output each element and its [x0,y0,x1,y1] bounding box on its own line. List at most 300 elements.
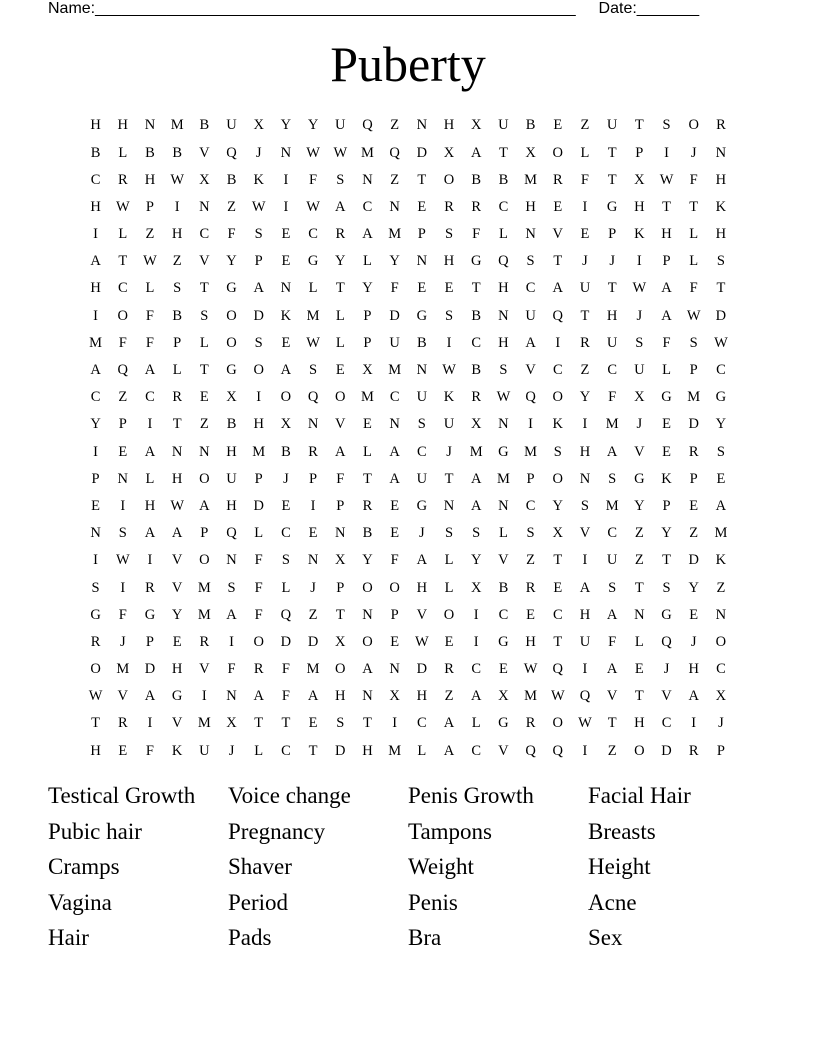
grid-letter[interactable]: K [171,742,183,759]
grid-letter[interactable]: M [197,715,211,732]
grid-letter[interactable]: V [525,362,536,379]
grid-letter[interactable]: H [90,742,101,759]
grid-letter[interactable]: N [362,688,373,705]
grid-letter[interactable]: E [498,661,508,678]
grid-letter[interactable]: F [145,334,154,351]
grid-letter[interactable]: M [89,334,103,351]
grid-letter[interactable]: D [335,742,346,759]
grid-letter[interactable]: R [308,443,318,460]
grid-letter[interactable]: O [688,117,699,134]
grid-letter[interactable]: I [392,715,398,732]
grid-letter[interactable]: E [553,198,563,215]
grid-letter[interactable]: A [307,688,319,705]
grid-letter[interactable]: Q [307,389,319,406]
grid-letter[interactable]: F [227,661,236,678]
grid-letter[interactable]: R [688,742,699,759]
grid-letter[interactable]: C [552,606,563,623]
grid-letter[interactable]: R [362,497,373,514]
grid-letter[interactable]: I [93,307,99,324]
grid-letter[interactable]: A [661,307,672,324]
grid-letter[interactable]: J [690,633,697,650]
grid-letter[interactable]: Y [389,253,400,270]
grid-letter[interactable]: T [363,715,372,732]
grid-letter[interactable]: T [281,715,291,732]
grid-letter[interactable]: C [281,742,291,759]
grid-letter[interactable]: M [687,389,701,406]
grid-letter[interactable]: N [199,443,210,460]
grid-letter[interactable]: Z [716,579,726,596]
grid-letter[interactable]: A [362,661,373,678]
grid-letter[interactable]: C [90,389,101,406]
grid-letter[interactable]: A [144,362,156,379]
grid-letter[interactable]: A [389,443,400,460]
grid-letter[interactable]: R [253,661,264,678]
grid-letter[interactable]: A [253,688,264,705]
grid-letter[interactable]: W [306,334,320,351]
grid-letter[interactable]: M [469,443,483,460]
grid-letter[interactable]: T [580,307,590,324]
grid-letter[interactable]: N [498,497,509,514]
grid-letter[interactable]: H [579,606,591,623]
grid-letter[interactable]: D [144,661,156,678]
grid-letter[interactable]: Q [117,362,129,379]
grid-letter[interactable]: N [280,280,292,297]
grid-letter[interactable]: X [634,389,645,406]
grid-letter[interactable]: O [199,552,210,569]
grid-letter[interactable]: R [580,334,590,351]
grid-letter[interactable]: U [634,362,645,379]
grid-letter[interactable]: R [145,579,155,596]
grid-letter[interactable]: G [498,633,509,650]
grid-letter[interactable]: B [471,171,482,188]
grid-letter[interactable]: X [253,117,264,134]
grid-letter[interactable]: I [120,579,126,596]
grid-letter[interactable]: A [470,144,482,161]
grid-letter[interactable]: E [281,253,291,270]
grid-letter[interactable]: T [553,633,563,650]
grid-letter[interactable]: N [498,307,509,324]
grid-letter[interactable]: M [306,307,320,324]
grid-letter[interactable]: F [689,280,698,297]
grid-letter[interactable]: S [227,579,236,596]
grid-letter[interactable]: A [525,334,536,351]
grid-letter[interactable]: D [661,742,672,759]
grid-letter[interactable]: S [281,552,290,569]
grid-letter[interactable]: R [199,633,210,650]
grid-letter[interactable]: N [307,552,319,569]
grid-letter[interactable]: O [199,470,210,487]
grid-letter[interactable]: R [525,715,536,732]
grid-letter[interactable]: Y [335,253,346,270]
grid-letter[interactable]: F [309,171,318,188]
grid-letter[interactable]: V [199,661,210,678]
grid-letter[interactable]: O [362,633,373,650]
grid-letter[interactable]: O [90,661,101,678]
grid-letter[interactable]: H [226,443,237,460]
grid-letter[interactable]: H [171,470,183,487]
grid-letter[interactable]: Q [552,742,564,759]
grid-letter[interactable]: T [199,280,209,297]
grid-letter[interactable]: H [171,661,183,678]
grid-letter[interactable]: C [661,715,672,732]
grid-letter[interactable]: N [525,226,536,243]
grid-letter[interactable]: J [582,253,588,270]
grid-letter[interactable]: C [498,198,509,215]
grid-letter[interactable]: E [662,416,671,433]
grid-letter[interactable]: K [715,198,727,215]
grid-letter[interactable]: C [117,280,128,297]
grid-letter[interactable]: I [283,171,289,188]
grid-letter[interactable]: Z [145,226,155,243]
grid-letter[interactable]: B [145,144,155,161]
grid-letter[interactable]: O [552,715,564,732]
grid-letter[interactable]: J [636,416,643,433]
grid-letter[interactable]: R [117,715,128,732]
grid-letter[interactable]: X [199,171,210,188]
grid-letter[interactable]: A [688,688,699,705]
grid-letter[interactable]: N [634,606,645,623]
grid-letter[interactable]: I [664,144,669,161]
grid-letter[interactable]: X [335,633,346,650]
grid-letter[interactable]: H [335,688,346,705]
grid-letter[interactable]: T [634,117,644,134]
grid-letter[interactable]: Y [362,280,373,297]
grid-letter[interactable]: M [388,226,402,243]
grid-letter[interactable]: W [333,144,348,161]
grid-letter[interactable]: Y [634,497,645,514]
grid-letter[interactable]: N [90,525,101,542]
grid-letter[interactable]: V [606,688,618,705]
grid-letter[interactable]: A [606,606,618,623]
grid-letter[interactable]: R [716,117,726,134]
grid-letter[interactable]: H [144,171,156,188]
grid-letter[interactable]: B [172,307,182,324]
grid-letter[interactable]: O [335,661,346,678]
grid-letter[interactable]: F [689,171,698,188]
grid-letter[interactable]: A [90,253,101,270]
grid-letter[interactable]: L [498,226,508,243]
grid-letter[interactable]: A [443,742,455,759]
grid-letter[interactable]: T [444,470,454,487]
grid-letter[interactable]: L [145,470,155,487]
grid-letter[interactable]: O [552,389,564,406]
grid-letter[interactable]: I [283,198,289,215]
grid-letter[interactable]: G [226,362,237,379]
grid-letter[interactable]: V [661,688,672,705]
grid-letter[interactable]: I [582,198,588,215]
grid-letter[interactable]: M [524,443,538,460]
grid-letter[interactable]: L [363,253,372,270]
grid-letter[interactable]: Y [552,497,564,514]
grid-letter[interactable]: Q [661,633,672,650]
grid-letter[interactable]: U [199,742,210,759]
grid-letter[interactable]: T [363,470,372,487]
grid-letter[interactable]: L [471,715,481,732]
grid-letter[interactable]: M [170,117,184,134]
grid-letter[interactable]: G [661,606,672,623]
grid-letter[interactable]: F [227,226,236,243]
grid-letter[interactable]: L [335,307,345,324]
grid-letter[interactable]: M [361,389,374,406]
grid-letter[interactable]: R [335,226,346,243]
grid-letter[interactable]: U [416,389,428,406]
grid-letter[interactable]: F [608,633,617,650]
grid-letter[interactable]: A [416,552,428,569]
grid-letter[interactable]: P [689,470,698,487]
grid-letter[interactable]: C [281,525,291,542]
grid-letter[interactable]: G [634,470,645,487]
grid-letter[interactable]: E [335,362,345,379]
grid-letter[interactable]: E [118,742,128,759]
grid-letter[interactable]: H [579,443,591,460]
grid-letter[interactable]: X [226,715,237,732]
grid-letter[interactable]: S [254,226,263,243]
grid-letter[interactable]: X [715,688,727,705]
grid-letter[interactable]: L [444,579,454,596]
grid-letter[interactable]: Z [199,416,209,433]
grid-letter[interactable]: O [389,579,400,596]
grid-letter[interactable]: U [606,117,618,134]
grid-letter[interactable]: H [253,416,264,433]
grid-letter[interactable]: T [254,715,264,732]
grid-letter[interactable]: Y [715,416,727,433]
grid-letter[interactable]: W [632,280,647,297]
grid-letter[interactable]: S [254,334,263,351]
grid-letter[interactable]: C [716,362,726,379]
grid-letter[interactable]: X [226,389,237,406]
grid-letter[interactable]: H [416,688,428,705]
grid-letter[interactable]: N [579,470,591,487]
grid-letter[interactable]: E [308,525,318,542]
grid-letter[interactable]: M [388,742,402,759]
grid-letter[interactable]: G [416,307,428,324]
grid-letter[interactable]: Z [118,389,128,406]
grid-letter[interactable]: D [688,552,699,569]
grid-letter[interactable]: L [254,742,264,759]
grid-letter[interactable]: O [634,742,645,759]
grid-letter[interactable]: A [470,497,482,514]
grid-letter[interactable]: O [715,633,727,650]
grid-letter[interactable]: T [471,280,481,297]
grid-letter[interactable]: S [91,579,100,596]
grid-letter[interactable]: F [118,334,127,351]
grid-letter[interactable]: T [308,742,318,759]
grid-letter[interactable]: B [281,443,291,460]
grid-letter[interactable]: B [172,144,182,161]
grid-letter[interactable]: H [715,226,727,243]
grid-letter[interactable]: P [716,742,725,759]
grid-letter[interactable]: A [335,443,346,460]
grid-letter[interactable]: E [689,497,699,514]
grid-letter[interactable]: T [662,198,671,215]
grid-letter[interactable]: V [579,525,591,542]
grid-letter[interactable]: O [335,389,346,406]
grid-letter[interactable]: P [336,579,345,596]
grid-letter[interactable]: S [309,362,318,379]
grid-letter[interactable]: N [389,198,400,215]
grid-letter[interactable]: F [145,307,154,324]
grid-letter[interactable]: E [118,443,128,460]
grid-letter[interactable]: F [608,389,617,406]
grid-letter[interactable]: X [335,552,346,569]
grid-letter[interactable]: D [253,307,264,324]
grid-letter[interactable]: H [661,226,672,243]
grid-letter[interactable]: V [552,226,564,243]
grid-letter[interactable]: A [715,497,727,514]
grid-letter[interactable]: N [117,470,129,487]
grid-letter[interactable]: O [253,633,264,650]
grid-letter[interactable]: A [90,362,101,379]
grid-letter[interactable]: O [443,171,455,188]
grid-letter[interactable]: L [118,226,128,243]
grid-letter[interactable]: C [145,389,155,406]
grid-letter[interactable]: W [115,552,130,569]
grid-letter[interactable]: X [362,362,373,379]
grid-letter[interactable]: M [605,416,619,433]
grid-letter[interactable]: V [171,715,183,732]
grid-letter[interactable]: I [147,715,153,732]
grid-letter[interactable]: E [634,661,644,678]
grid-letter[interactable]: P [689,362,698,379]
grid-letter[interactable]: F [254,579,263,596]
grid-letter[interactable]: N [498,416,509,433]
grid-letter[interactable]: F [281,661,290,678]
grid-letter[interactable]: V [199,144,210,161]
grid-letter[interactable]: U [606,334,618,351]
grid-letter[interactable]: Q [498,253,509,270]
grid-letter[interactable]: W [578,715,592,732]
grid-letter[interactable]: M [388,362,402,379]
grid-letter[interactable]: C [716,661,726,678]
grid-letter[interactable]: H [715,171,727,188]
grid-letter[interactable]: Z [444,688,454,705]
grid-letter[interactable]: X [552,525,564,542]
grid-letter[interactable]: P [608,226,617,243]
grid-letter[interactable]: I [93,443,99,460]
grid-letter[interactable]: P [363,334,372,351]
grid-letter[interactable]: C [417,715,427,732]
grid-letter[interactable]: M [252,443,266,460]
grid-letter[interactable]: F [662,334,671,351]
grid-letter[interactable]: U [226,117,237,134]
grid-letter[interactable]: E [91,497,101,514]
grid-letter[interactable]: R [688,443,699,460]
grid-letter[interactable]: L [172,362,182,379]
grid-letter[interactable]: I [229,633,234,650]
grid-letter[interactable]: F [390,552,399,569]
grid-letter[interactable]: C [417,443,427,460]
grid-letter[interactable]: A [606,661,618,678]
grid-letter[interactable]: N [389,416,400,433]
grid-letter[interactable]: C [362,198,373,215]
grid-letter[interactable]: Y [661,525,672,542]
grid-letter[interactable]: U [579,633,591,650]
grid-letter[interactable]: K [552,416,564,433]
grid-letter[interactable]: W [306,144,320,161]
grid-letter[interactable]: H [443,253,455,270]
grid-letter[interactable]: M [496,470,510,487]
grid-letter[interactable]: S [444,525,454,542]
grid-letter[interactable]: S [608,579,617,596]
grid-letter[interactable]: H [362,742,373,759]
grid-letter[interactable]: O [280,389,292,406]
grid-letter[interactable]: S [716,253,725,270]
grid-letter[interactable]: C [308,226,318,243]
grid-letter[interactable]: P [118,416,127,433]
grid-letter[interactable]: J [446,443,452,460]
grid-letter[interactable]: I [256,389,262,406]
grid-letter[interactable]: T [498,144,508,161]
grid-letter[interactable]: C [607,525,617,542]
grid-letter[interactable]: E [363,416,372,433]
grid-letter[interactable]: E [444,633,454,650]
grid-letter[interactable]: T [634,688,644,705]
grid-letter[interactable]: T [335,606,345,623]
grid-letter[interactable]: A [389,470,400,487]
grid-letter[interactable]: I [147,416,153,433]
grid-letter[interactable]: T [553,253,563,270]
grid-letter[interactable]: S [417,416,426,433]
grid-letter[interactable]: H [525,633,536,650]
grid-letter[interactable]: J [663,661,670,678]
grid-letter[interactable]: Z [390,117,400,134]
grid-letter[interactable]: A [661,280,672,297]
grid-letter[interactable]: D [715,307,727,324]
grid-letter[interactable]: X [470,117,482,134]
grid-letter[interactable]: M [306,661,320,678]
grid-letter[interactable]: E [526,606,536,623]
grid-letter[interactable]: I [174,198,180,215]
grid-letter[interactable]: B [199,117,210,134]
grid-letter[interactable]: T [689,198,699,215]
grid-letter[interactable]: Z [580,117,590,134]
grid-letter[interactable]: P [309,470,318,487]
grid-letter[interactable]: U [443,416,455,433]
grid-letter[interactable]: W [659,171,674,188]
grid-letter[interactable]: W [251,198,266,215]
grid-letter[interactable]: Z [526,552,536,569]
grid-letter[interactable]: O [226,334,237,351]
grid-letter[interactable]: F [118,606,127,623]
grid-letter[interactable]: H [443,117,455,134]
grid-letter[interactable]: R [444,198,454,215]
grid-letter[interactable]: A [144,688,156,705]
grid-letter[interactable]: U [389,334,400,351]
grid-letter[interactable]: B [471,362,482,379]
grid-letter[interactable]: Y [226,253,237,270]
grid-letter[interactable]: N [280,144,292,161]
grid-letter[interactable]: I [446,334,452,351]
grid-letter[interactable]: V [498,552,509,569]
grid-letter[interactable]: C [389,389,400,406]
grid-letter[interactable]: Q [280,606,292,623]
grid-letter[interactable]: I [636,253,642,270]
grid-letter[interactable]: X [389,688,400,705]
grid-letter[interactable]: G [416,497,428,514]
grid-letter[interactable]: E [417,280,427,297]
grid-letter[interactable]: N [307,416,319,433]
grid-letter[interactable]: H [416,579,428,596]
grid-letter[interactable]: E [199,389,209,406]
grid-letter[interactable]: T [607,171,617,188]
grid-letter[interactable]: A [470,470,482,487]
grid-letter[interactable]: A [552,280,564,297]
grid-letter[interactable]: Z [689,525,699,542]
grid-letter[interactable]: T [662,552,671,569]
grid-letter[interactable]: C [525,497,536,514]
grid-letter[interactable]: Q [226,525,237,542]
grid-letter[interactable]: B [525,117,536,134]
